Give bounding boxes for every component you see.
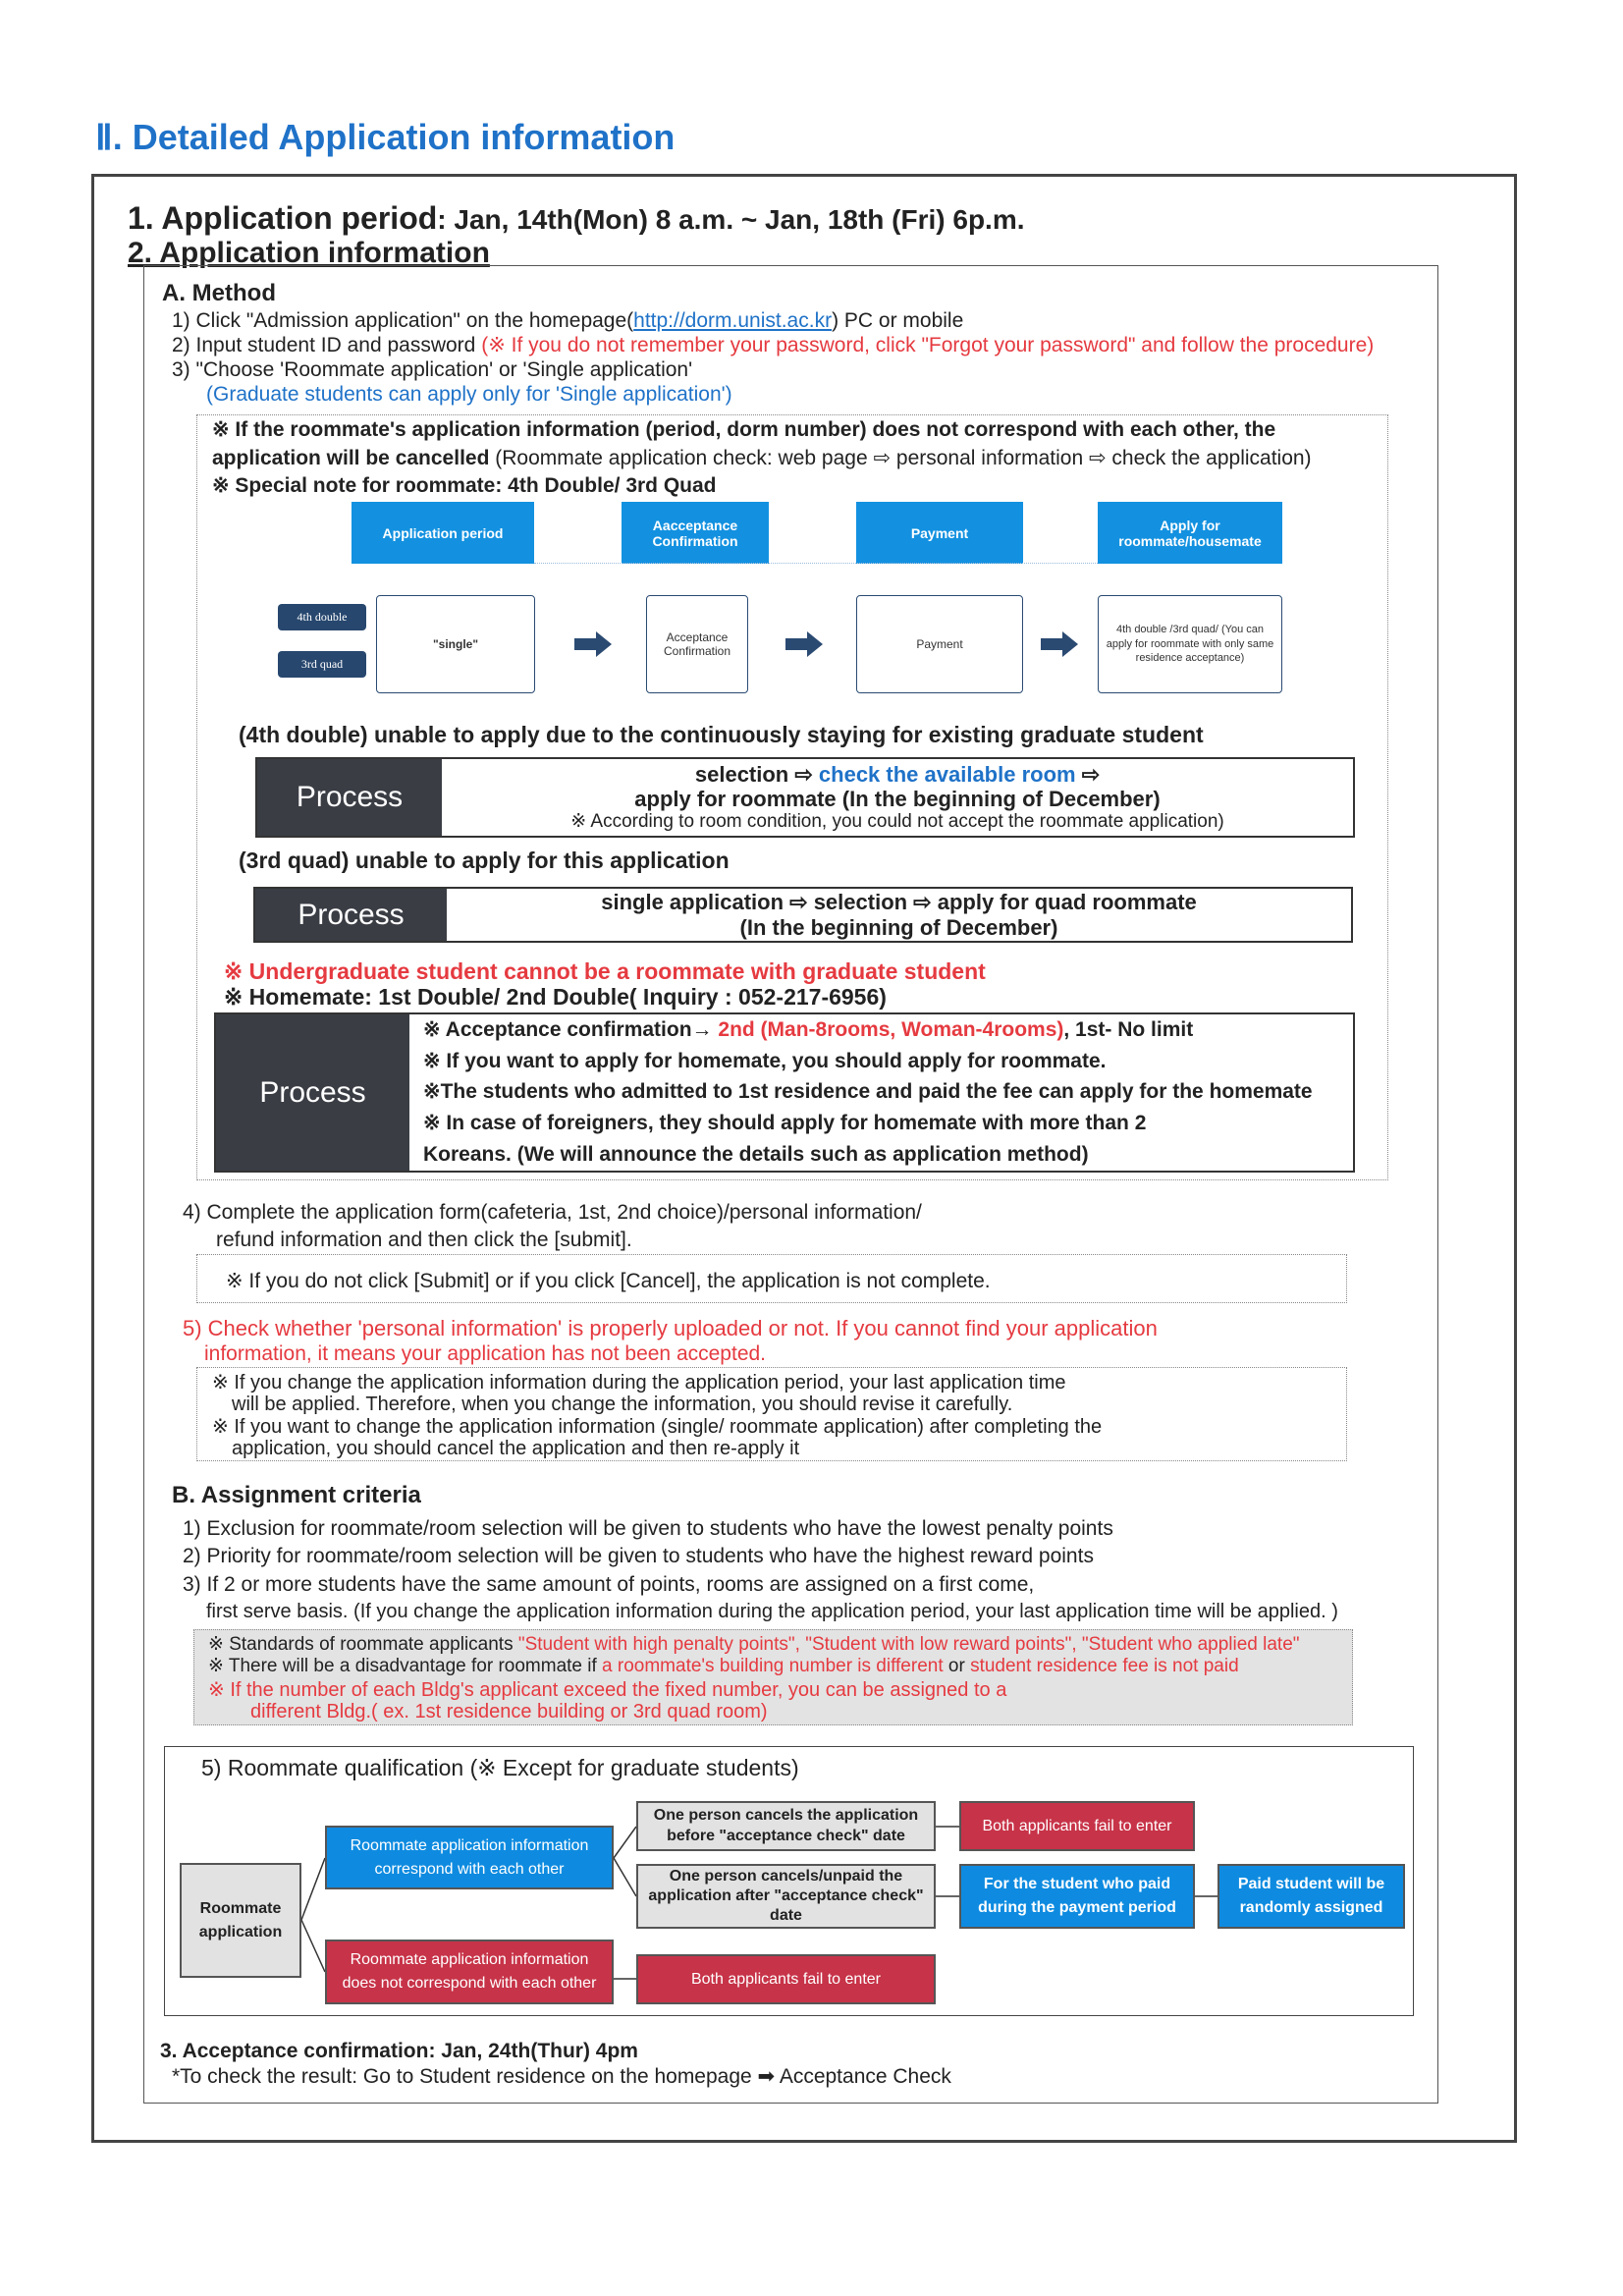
change-note-4: application, you should cancel the application and then re-apply it	[232, 1438, 800, 1459]
step-3-note: (Graduate students can apply only for 'Single application')	[206, 383, 732, 406]
change-note-3: ※ If you want to change the application information (single/ roommate application) after completing the	[212, 1416, 1103, 1438]
selection-text: selection ⇨	[694, 761, 819, 787]
qualification-title: 5) Roommate qualification (※ Except for graduate students)	[201, 1755, 799, 1780]
criteria-item: 2) Priority for roommate/room selection will be given to students who have the highest reward points	[183, 1545, 1094, 1567]
step1-post: ) PC or mobile	[832, 309, 964, 332]
warning-rest: (Roommate application check: web page ⇨ personal information ⇨ check the application)	[489, 447, 1312, 469]
process-line: (In the beginning of December)	[739, 914, 1058, 940]
warning-bold: application will be cancelled	[212, 447, 490, 469]
note-red: student residence fee is not paid	[970, 1656, 1239, 1676]
criteria-item: 1) Exclusion for roommate/room selection will be given to students who have the lowest penalty points	[183, 1517, 1113, 1540]
process-line: ※ If you want to apply for homemate, you should apply for roommate.	[423, 1049, 1107, 1072]
period-label: 1. Application period	[128, 200, 438, 236]
flow-fail-2: Both applicants fail to enter	[636, 1954, 936, 2004]
double-title: (4th double) unable to apply due to the continuously staying for existing graduate student	[239, 722, 1204, 747]
box-apply: 4th double /3rd quad/ (You can apply for roommate with only same residence acceptance)	[1098, 595, 1282, 693]
box-acceptance: Acceptance Confirmation	[646, 595, 748, 693]
available-room-text: check the available room	[818, 761, 1076, 787]
step-4-cont: refund information and then click the [submit].	[216, 1229, 632, 1251]
flow-nomatch: Roommate application information does not correspond with each other	[325, 1940, 614, 2004]
header-acceptance: Aacceptance Confirmation	[622, 502, 769, 564]
process-label: Process	[257, 759, 442, 836]
acceptance-text: ※ Acceptance confirmation→	[423, 1017, 719, 1041]
criteria-item: 3) If 2 or more students have the same amount of points, rooms are assigned on a first come,	[183, 1573, 1035, 1596]
special-note: ※ Special note for roommate: 4th Double/ 3rd Quad	[212, 474, 717, 497]
quad-title: (3rd quad) unable to apply for this application	[239, 847, 730, 873]
box-single: "single"	[376, 595, 535, 693]
tag-3rd-quad: 3rd quad	[278, 651, 366, 678]
method-title: A. Method	[162, 280, 276, 306]
criteria-note-3: ※ If the number of each Bldg's applicant exceed the fixed number, you can be assigned to a	[208, 1679, 1007, 1701]
flow-cancel-before: One person cancels the application before "acceptance check" date	[636, 1801, 936, 1851]
step2-text: 2) Input student ID and password	[172, 334, 476, 356]
process-line: ※The students who admitted to 1st residence and paid the fee can apply for the homemate	[423, 1080, 1313, 1104]
info-title: 2. Application information	[128, 237, 490, 269]
note-text: ※ There will be a disadvantage for roommate if	[208, 1656, 603, 1676]
step2-note: (※ If you do not remember your password, click "Forgot your password" and follow the procedure)	[481, 334, 1375, 356]
process-label: Process	[216, 1014, 409, 1171]
note-text: or	[943, 1656, 971, 1676]
box-payment: Payment	[856, 595, 1023, 693]
submit-note: ※ If you do not click [Submit] or if you click [Cancel], the application is not complete.	[226, 1270, 991, 1292]
process-label: Process	[255, 889, 447, 941]
step-4: 4) Complete the application form(cafeteria, 1st, 2nd choice)/personal information/	[183, 1201, 922, 1224]
section-title: Ⅱ. Detailed Application information	[95, 117, 676, 157]
criteria-note-4: different Bldg.( ex. 1st residence building or 3rd quad room)	[250, 1701, 768, 1722]
homepage-link[interactable]: http://dorm.unist.ac.kr	[633, 309, 833, 332]
warning-line-1: ※ If the roommate's application information (period, dorm number) does not correspond with each other, the	[212, 418, 1276, 441]
arrow-text: ⇨	[1075, 761, 1101, 787]
flow-random: Paid student will be randomly assigned	[1217, 1864, 1405, 1929]
homemate-note: ※ Homemate: 1st Double/ 2nd Double( Inquiry : 052-217-6956)	[224, 984, 887, 1010]
note-red: a roommate's building number is different	[602, 1656, 944, 1676]
step-5-cont: information, it means your application has not been accepted.	[204, 1342, 767, 1365]
note-red: "Student with high penalty points", "Student with low reward points", "Student who applied late"	[517, 1634, 1300, 1655]
step-3: 3) "Choose 'Roommate application' or 'Single application'	[172, 358, 693, 381]
flow-paid: For the student who paid during the payment period	[959, 1864, 1195, 1929]
change-note-2: will be applied. Therefore, when you change the information, you should revise it carefully.	[232, 1394, 1013, 1415]
process-line: Koreans. (We will announce the details such as application method)	[423, 1143, 1089, 1167]
process-line: apply for roommate (In the beginning of December)	[634, 787, 1161, 812]
criteria-item: first serve basis. (If you change the application information during the application period, your last application time will be applied. )	[206, 1601, 1338, 1622]
flow-fail-1: Both applicants fail to enter	[959, 1801, 1195, 1851]
acceptance-title: 3. Acceptance confirmation: Jan, 24th(Thur) 4pm	[160, 2040, 638, 2062]
tag-4th-double: 4th double	[278, 604, 366, 630]
header-apply-roommate: Apply for roommate/housemate	[1098, 502, 1282, 564]
flow-cancel-after: One person cancels/unpaid the application after "acceptance check" date	[636, 1864, 936, 1929]
period-value: : Jan, 14th(Mon) 8 a.m. ~ Jan, 18th (Fri) 6p.m.	[437, 204, 1025, 235]
note-text: ※ Standards of roommate applicants	[208, 1634, 518, 1655]
step-5: 5) Check whether 'personal information' is properly uploaded or not. If you cannot find your application	[183, 1316, 1158, 1340]
flow-match: Roommate application information correspond with each other	[325, 1826, 614, 1889]
room-limit: 2nd (Man-8rooms, Woman-4rooms)	[718, 1017, 1064, 1041]
acceptance-check: *To check the result: Go to Student residence on the homepage ➡ Acceptance Check	[172, 2065, 951, 2088]
flow-root: Roommate application	[180, 1863, 301, 1978]
header-payment: Payment	[856, 502, 1023, 564]
process-line: single application ⇨ selection ⇨ apply for quad roommate	[601, 890, 1197, 915]
process-note: ※ According to room condition, you could not accept the roommate application)	[570, 811, 1224, 833]
first-limit: , 1st- No limit	[1063, 1017, 1194, 1041]
step1-text: 1) Click "Admission application" on the homepage(	[172, 309, 634, 332]
undergrad-note: ※ Undergraduate student cannot be a roommate with graduate student	[224, 958, 986, 984]
header-application-period: Application period	[352, 502, 534, 564]
process-line: ※ In case of foreigners, they should apply for homemate with more than 2	[423, 1112, 1147, 1135]
change-note-1: ※ If you change the application information during the application period, your last application time	[212, 1372, 1066, 1394]
criteria-title: B. Assignment criteria	[172, 1482, 421, 1508]
